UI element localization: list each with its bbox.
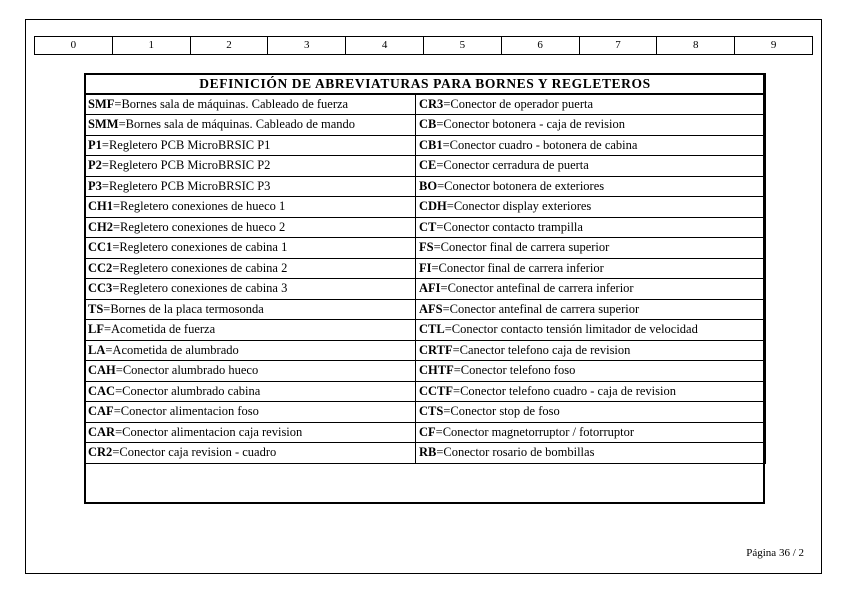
left-cell — [85, 94, 416, 115]
table-row — [85, 361, 766, 382]
abbreviation-code: CAH — [88, 363, 116, 378]
abbreviation-code: AFS — [419, 301, 443, 316]
abbreviation-code: CDH — [419, 199, 447, 214]
right-cell — [416, 279, 766, 300]
table-title-row — [85, 74, 766, 95]
abbreviation-code: LA — [88, 342, 106, 357]
left-cell — [85, 361, 416, 382]
abbreviation-code: SMF — [88, 97, 115, 111]
abbreviation-description: =Regletero conexiones de hueco 2 — [113, 219, 286, 234]
right-cell — [416, 258, 766, 279]
ruler-cell: 5 — [424, 37, 502, 54]
abbreviation-description: =Conector telefono foso — [453, 363, 576, 378]
right-cell — [416, 176, 766, 197]
left-cell — [85, 238, 416, 259]
abbreviation-code: CH2 — [88, 219, 113, 234]
abbreviation-code: CB — [419, 117, 437, 132]
abbreviation-code: CAC — [88, 383, 116, 398]
abbreviation-code: CH1 — [88, 199, 113, 214]
abbreviation-code: CF — [419, 424, 436, 439]
abbreviation-code: TS — [88, 301, 104, 316]
abbreviation-code: CB1 — [419, 137, 443, 152]
abbreviation-code: P2 — [88, 158, 102, 173]
abbreviation-description: =Regletero PCB MicroBRSIC P3 — [101, 178, 271, 193]
abbreviation-description: =Acometida de fuerza — [103, 322, 216, 337]
right-cell — [416, 443, 766, 464]
abbreviation-code: CAR — [88, 424, 116, 439]
left-cell — [85, 217, 416, 238]
right-cell — [416, 320, 766, 341]
table-row — [85, 381, 766, 402]
ruler-cell: 0 — [35, 37, 113, 54]
table-row — [85, 340, 766, 361]
abbreviation-description: =Conector contacto trampilla — [436, 219, 583, 234]
table-title: DEFINICIÓN DE ABREVIATURAS PARA BORNES Y REGLETEROS — [85, 74, 766, 95]
left-cell — [85, 320, 416, 341]
right-cell — [416, 340, 766, 361]
abbreviation-description: =Regletero conexiones de hueco 1 — [113, 199, 286, 214]
abbreviation-code: CC2 — [88, 260, 113, 275]
ruler-cell: 7 — [580, 37, 658, 54]
table-row — [85, 197, 766, 218]
abbreviation-table — [84, 73, 766, 464]
ruler-cell: 2 — [191, 37, 269, 54]
abbreviation-code: CC3 — [88, 281, 113, 296]
abbreviation-description: =Conector antefinal de carrera superior — [442, 301, 640, 316]
table-row — [85, 135, 766, 156]
ruler-cell: 4 — [346, 37, 424, 54]
table-row — [85, 443, 766, 464]
abbreviation-code: CTL — [419, 322, 445, 337]
abbreviation-description: =Regletero conexiones de cabina 1 — [112, 240, 288, 255]
table-row — [85, 176, 766, 197]
abbreviation-description: =Conector alimentacion foso — [113, 404, 259, 419]
abbreviation-code: CRTF — [419, 342, 453, 357]
right-cell — [416, 238, 766, 259]
abbreviation-description: =Conector alumbrado hueco — [115, 363, 259, 378]
abbreviation-description: =Conector contacto tensión limitador de velocidad — [444, 322, 698, 337]
abbreviation-description: =Conector telefono cuadro - caja de revision — [453, 383, 676, 398]
abbreviation-code: P3 — [88, 178, 102, 193]
left-cell — [85, 197, 416, 218]
right-cell — [416, 402, 766, 423]
abbreviation-code: CHTF — [419, 363, 454, 378]
left-cell — [85, 443, 416, 464]
abbreviation-description: =Conector final de carrera inferior — [431, 260, 604, 275]
table-row — [85, 115, 766, 136]
abbreviation-description: =Conector cerradura de puerta — [436, 158, 589, 173]
left-cell — [85, 381, 416, 402]
right-cell — [416, 217, 766, 238]
right-cell — [416, 361, 766, 382]
abbreviation-description: =Conector botonera - caja de revision — [436, 117, 625, 132]
table-row — [85, 422, 766, 443]
abbreviation-code: FS — [419, 240, 434, 255]
left-cell — [85, 422, 416, 443]
abbreviation-code: LF — [88, 322, 104, 337]
right-cell — [416, 422, 766, 443]
abbreviation-code: CAF — [88, 404, 114, 419]
abbreviation-description: =Conector caja revision - cuadro — [112, 445, 277, 460]
abbreviation-description: =Conector cuadro - botonera de cabina — [442, 137, 638, 152]
table-row — [85, 258, 766, 279]
abbreviation-description: =Conector alimentacion caja revision — [115, 424, 303, 439]
abbreviation-description: =Regletero PCB MicroBRSIC P2 — [101, 158, 271, 173]
abbreviation-description: =Conector magnetorruptor / fotorruptor — [435, 424, 634, 439]
abbreviation-description: =Conector alumbrado cabina — [115, 383, 261, 398]
abbreviation-code: P1 — [88, 137, 102, 152]
abbreviation-description: =Bornes sala de máquinas. Cableado de mando — [118, 117, 356, 132]
abbreviation-description: =Canector telefono caja de revision — [452, 342, 631, 357]
left-cell — [85, 176, 416, 197]
abbreviation-code: CT — [419, 219, 437, 234]
page-number: Página 36 / 2 — [746, 547, 804, 559]
ruler-cell: 6 — [502, 37, 580, 54]
ruler-cell: 1 — [113, 37, 191, 54]
left-cell — [85, 279, 416, 300]
left-cell — [85, 340, 416, 361]
ruler-cell: 8 — [657, 37, 735, 54]
right-cell — [416, 135, 766, 156]
abbreviation-description: =Conector botonera de exteriores — [437, 178, 605, 193]
table-row — [85, 238, 766, 259]
left-cell — [85, 115, 416, 136]
left-cell — [85, 299, 416, 320]
right-cell — [416, 115, 766, 136]
abbreviation-description: =Conector final de carrera superior — [433, 240, 610, 255]
abbreviation-description: =Regletero PCB MicroBRSIC P1 — [101, 137, 271, 152]
abbreviation-code: RB — [419, 445, 437, 460]
abbreviation-description: =Bornes de la placa termosonda — [103, 301, 264, 316]
abbreviation-description: =Conector display exteriores — [446, 199, 592, 214]
ruler-cell: 3 — [268, 37, 346, 54]
left-cell — [85, 258, 416, 279]
abbreviation-code: CR3 — [419, 97, 444, 111]
right-cell — [416, 381, 766, 402]
right-cell — [416, 299, 766, 320]
abbreviation-description: =Conector rosario de bombillas — [436, 445, 595, 460]
abbreviation-code: CR2 — [88, 445, 113, 460]
table-row — [85, 279, 766, 300]
abbreviation-description: =Regletero conexiones de cabina 3 — [112, 281, 288, 296]
table-body — [85, 94, 766, 463]
abbreviation-code: FI — [419, 260, 432, 275]
left-cell — [85, 135, 416, 156]
table-row — [85, 217, 766, 238]
abbreviation-code: CCTF — [419, 383, 454, 398]
table-row — [85, 156, 766, 177]
abbreviation-code: AFI — [419, 281, 441, 296]
table-row — [85, 299, 766, 320]
abbreviation-code: CE — [419, 158, 437, 173]
abbreviation-description: =Regletero conexiones de cabina 2 — [112, 260, 288, 275]
right-cell — [416, 94, 766, 115]
abbreviation-description: =Conector de operador puerta — [443, 97, 594, 111]
right-cell — [416, 197, 766, 218]
abbreviation-description: =Conector stop de foso — [443, 404, 560, 419]
ruler-cell: 9 — [770, 39, 777, 51]
left-cell — [85, 402, 416, 423]
column-ruler — [34, 36, 813, 55]
right-cell — [416, 156, 766, 177]
abbreviation-code: CC1 — [88, 240, 113, 255]
abbreviation-code: SMM — [88, 117, 119, 132]
abbreviation-description: =Conector antefinal de carrera inferior — [440, 281, 634, 296]
abbreviation-description: =Bornes sala de máquinas. Cableado de fuerza — [114, 97, 349, 111]
abbreviation-code: CTS — [419, 404, 444, 419]
table-row — [85, 94, 766, 115]
abbreviation-description: =Acometida de alumbrado — [105, 342, 239, 357]
abbreviation-code: BO — [419, 178, 438, 193]
table-row — [85, 320, 766, 341]
table-row — [85, 402, 766, 423]
left-cell — [85, 156, 416, 177]
